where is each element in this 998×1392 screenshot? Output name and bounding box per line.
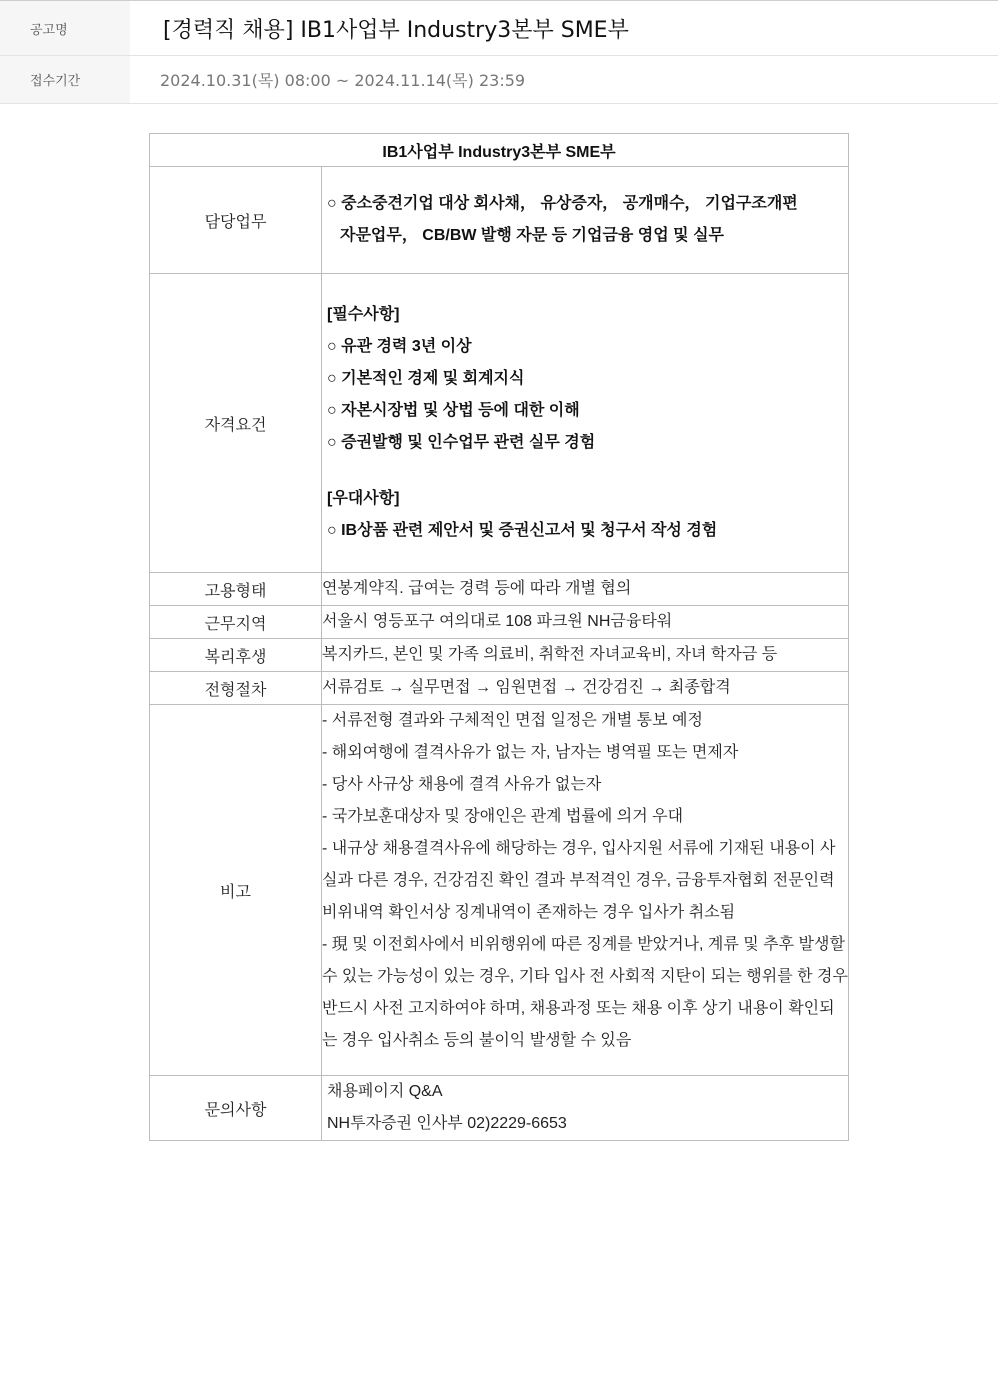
remarks-item: - 해외여행에 결격사유가 없는 자, 남자는 병역필 또는 면제자 xyxy=(322,744,739,761)
preferred-heading: [우대사항] xyxy=(327,490,400,507)
posting-title: [경력직 채용] IB1사업부 Industry3본부 SME부 xyxy=(163,17,629,43)
welfare-value: 복지카드, 본인 및 가족 의료비, 취학전 자녀교육비, 자녀 학자금 등 xyxy=(322,639,849,672)
preferred-item: ○ IB상품 관련 제안서 및 증권신고서 및 청구서 작성 경험 xyxy=(327,522,718,539)
remarks-item: - 내규상 채용결격사유에 해당하는 경우, 입사지원 서류에 기재된 내용이 사실과 다른 경우, 건강검진 확인 결과 부적격인 경우, 금융투자협회 전문인력 비위내역 확인서상 징계내역이 존재하는 경우 입사가 취소됨 xyxy=(322,840,836,921)
qualifications-value xyxy=(322,274,849,573)
remarks-item: - 국가보훈대상자 및 장애인은 관계 법률에 의거 우대 xyxy=(322,808,684,825)
qualifications-label: 자격요건 xyxy=(150,274,322,573)
remarks-item: - 서류전형 결과와 구체적인 면접 일정은 개별 통보 예정 xyxy=(322,712,703,729)
posting-header xyxy=(0,0,998,104)
application-period-row xyxy=(0,56,998,104)
required-item: ○ 기본적인 경제 및 회계지식 xyxy=(327,370,525,387)
application-period: 2024.10.31(목) 08:00 ~ 2024.11.14(목) 23:59 xyxy=(160,71,526,90)
duties-row xyxy=(150,167,849,274)
required-item: ○ 자본시장법 및 상법 등에 대한 이해 xyxy=(327,402,580,419)
job-details-table xyxy=(149,133,849,1141)
posting-title-row xyxy=(0,1,998,56)
remarks-row xyxy=(150,705,849,1076)
remarks-item: - 당사 사규상 채용에 결격 사유가 없는자 xyxy=(322,776,602,793)
posting-title-label: 공고명 xyxy=(0,1,130,55)
process-row xyxy=(150,672,849,705)
application-period-label: 접수기간 xyxy=(0,56,130,103)
remarks-value xyxy=(322,705,849,1076)
remarks-item: - 現 및 이전회사에서 비위행위에 따른 징계를 받았거나, 계류 및 추후 발생할 수 있는 가능성이 있는 경우, 기타 입사 전 사회적 지탄이 되는 행위를 한 경우 반드시 사전 고지하여야 하며, 채용과정 또는 채용 이후 상기 내용이 확인되는 경우 입사취소 등의 불이익 발생할 수 있음 xyxy=(322,936,848,1049)
process-value: 서류검토 → 실무면접 → 임원면접 → 건강검진 → 최종합격 xyxy=(322,672,849,705)
duties-line: 자문업무， CB/BW 발행 자문 등 기업금융 영업 및 실무 xyxy=(340,227,724,244)
table-title: IB1사업부 Industry3본부 SME부 xyxy=(150,134,849,167)
spacer xyxy=(322,459,848,483)
location-value: 서울시 영등포구 여의대로 108 파크원 NH금융타워 xyxy=(322,606,849,639)
inquiry-label: 문의사항 xyxy=(150,1076,322,1141)
required-item: ○ 유관 경력 3년 이상 xyxy=(327,338,472,355)
location-label: 근무지역 xyxy=(150,606,322,639)
duties-line: ○ 중소중견기업 대상 회사채， 유상증자， 공개매수， 기업구조개편 xyxy=(327,195,798,212)
qualifications-row xyxy=(150,274,849,573)
process-label: 전형절차 xyxy=(150,672,322,705)
table-title-row xyxy=(150,134,849,167)
employment-type-label: 고용형태 xyxy=(150,573,322,606)
required-heading: [필수사항] xyxy=(327,306,400,323)
inquiry-contact: NH투자증권 인사부 02)2229-6653 xyxy=(327,1115,567,1132)
location-row xyxy=(150,606,849,639)
employment-type-row xyxy=(150,573,849,606)
inquiry-value xyxy=(322,1076,849,1141)
inquiry-line: 채용페이지 Q&A xyxy=(327,1083,443,1100)
inquiry-row xyxy=(150,1076,849,1141)
duties-label: 담당업무 xyxy=(150,167,322,274)
employment-type-value: 연봉계약직. 급여는 경력 등에 따라 개별 협의 xyxy=(322,573,849,606)
welfare-label: 복리후생 xyxy=(150,639,322,672)
welfare-row xyxy=(150,639,849,672)
remarks-label: 비고 xyxy=(150,705,322,1076)
duties-value xyxy=(322,167,849,274)
required-item: ○ 증권발행 및 인수업무 관련 실무 경험 xyxy=(327,434,596,451)
